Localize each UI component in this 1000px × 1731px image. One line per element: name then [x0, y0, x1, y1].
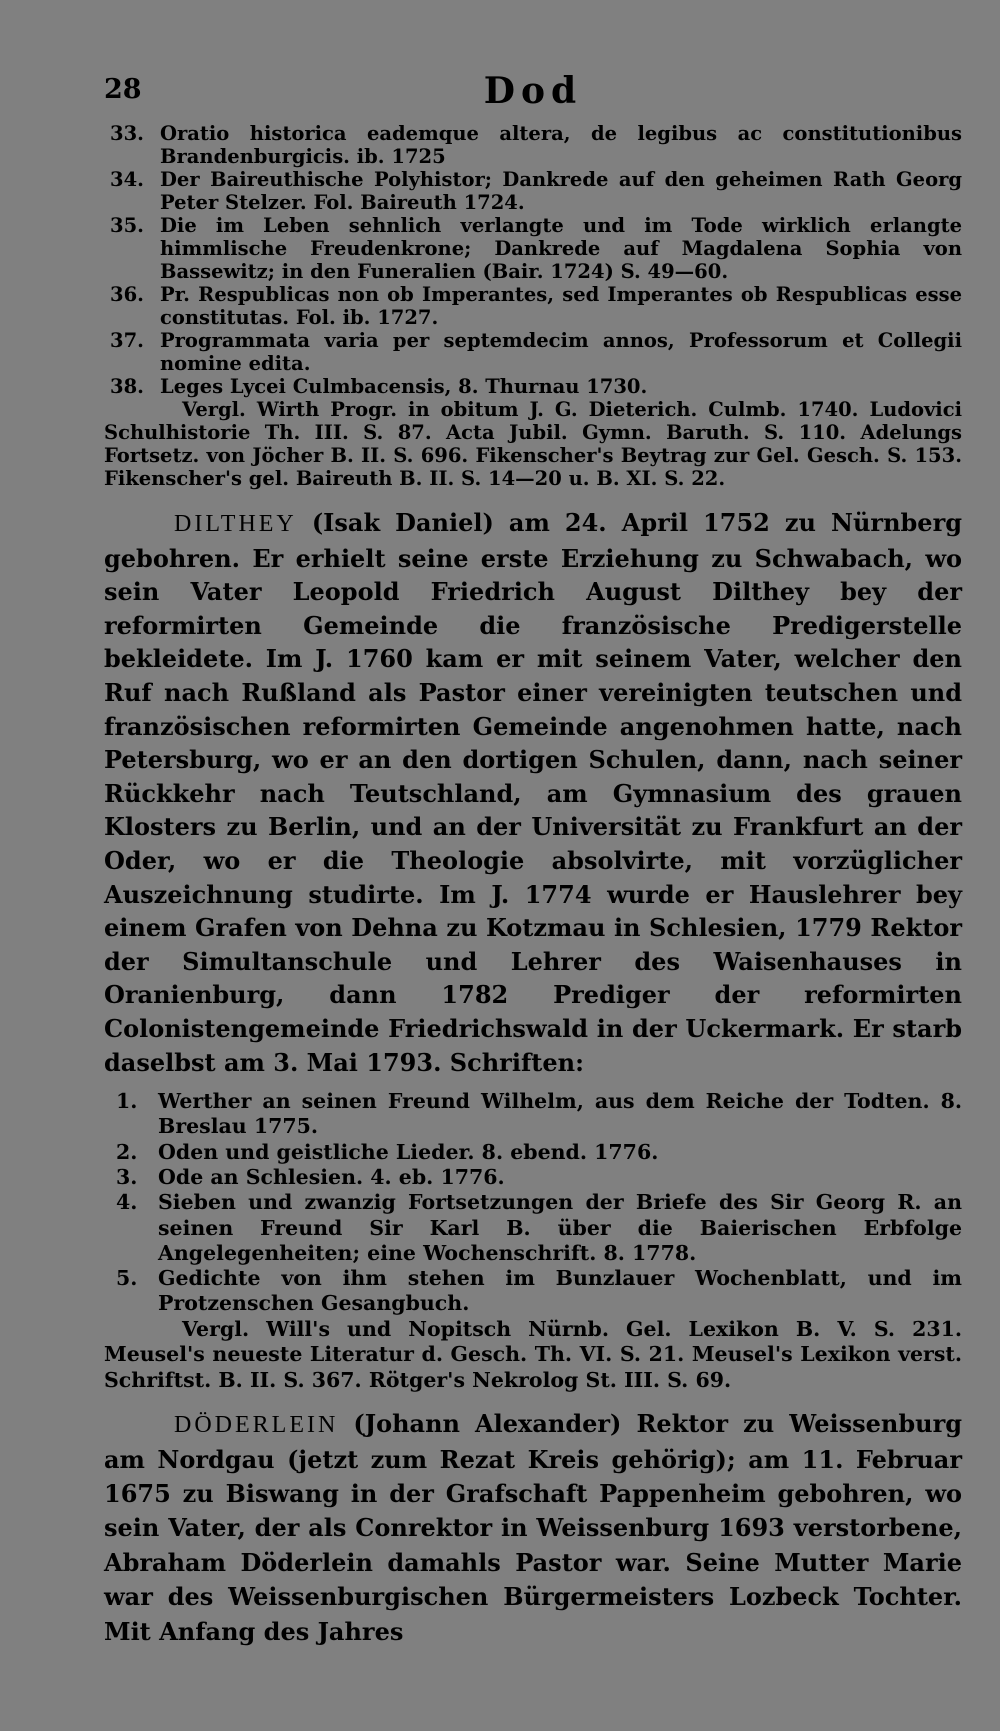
- list-item: [104, 1140, 962, 1165]
- page-number: 28: [104, 74, 142, 105]
- item-text: Die im Leben sehnlich verlangte und im Tode wirklich erlangte himmlische Freudenkrone; Dankrede auf Magdalena Sophia von Bassewitz; in den Funeralien (Bair. 1724) S. 49—60.: [160, 214, 962, 283]
- item-text: Werther an seinen Freund Wilhelm, aus dem Reiche der Todten. 8. Breslau 1775.: [158, 1089, 962, 1139]
- item-text: Gedichte von ihm stehen im Bunzlauer Wochenblatt, und im Protzenschen Gesangbuch.: [158, 1266, 962, 1316]
- list-item: [104, 1165, 962, 1190]
- list-item: [104, 1266, 962, 1317]
- item-number: 5.: [116, 1266, 138, 1291]
- list-item: [104, 375, 962, 398]
- page-header: [104, 70, 962, 116]
- reference-list: [104, 122, 962, 398]
- item-number: 1.: [116, 1089, 138, 1114]
- list-item: [104, 283, 962, 329]
- item-number: 34.: [110, 168, 144, 191]
- entry-text: (Isak Daniel) am 24. April 1752 zu Nürnberg gebohren. Er erhielt seine erste Erziehung zu Schwabach, wo sein Vater Leopold Friedrich August Dilthey bey der reformirten Gemeinde die französische Predigerstelle bekleidete. Im J. 1760 kam er mit seinem Vater, welcher den Ruf nach Rußland als Pastor einer vereinigten teutschen und französischen reformirten Gemeinde angenohmen hatte, nach Petersburg, wo er an den dortigen Schulen, dann, nach seiner Rückkehr nach Teutschland, am Gymnasium des grauen Klosters zu Berlin, und an der Universität zu Frankfurt an der Oder, wo er die Theologie absolvirte, mit vorzüglicher Auszeichnung studirte. Im J. 1774 wurde er Hauslehrer bey einem Grafen von Dehna zu Kotzmau in Schlesien, 1779 Rektor der Simultanschule und Lehrer des Waisenhauses in Oranienburg, dann 1782 Prediger der reformirten Colonistengemeinde Friedrichswald in der Uckermark. Er starb daselbst am 3. Mai 1793.: [104, 508, 962, 1077]
- item-text: Oden und geistliche Lieder. 8. ebend. 1776.: [158, 1139, 659, 1164]
- biography-entry-dilthey: [104, 506, 962, 1079]
- list-item: [104, 122, 962, 168]
- list-item: [104, 329, 962, 375]
- item-number: 33.: [110, 122, 144, 145]
- entry-name: DÖDERLEIN: [174, 1412, 339, 1439]
- item-number: 3.: [116, 1164, 138, 1189]
- item-number: 35.: [110, 214, 144, 237]
- item-number: 37.: [110, 329, 144, 352]
- list-item: [104, 168, 962, 214]
- item-number: 4.: [116, 1190, 138, 1215]
- works-list: [104, 1089, 962, 1317]
- entry-text: (Johann Alexander) Rektor zu Weissenburg am Nordgau (jetzt zum Rezat Kreis gehörig); am 11. Februar 1675 zu Biswang in der Grafschaft Pappenheim gebohren, wo sein Vater, der als Conrektor in Weissenburg 1693 verstorbene, Abraham Döderlein damahls Pastor war. Seine Mutter Marie war des Weissenburgischen Bürgermeisters Lozbeck Tochter. Mit Anfang des Jahres: [104, 1409, 962, 1646]
- list-item: [104, 1190, 962, 1266]
- item-text: Leges Lycei Culmbacensis, 8. Thurnau 1730.: [160, 375, 648, 398]
- entry-name: DILTHEY: [174, 511, 297, 537]
- item-number: 38.: [110, 375, 144, 398]
- item-text: Oratio historica eademque altera, de legibus ac constitutionibus Brandenburgicis. ib. 1725: [160, 122, 962, 168]
- item-text: Der Baireuthische Polyhistor; Dankrede auf den geheimen Rath Georg Peter Stelzer. Fol. Baireuth 1724.: [160, 168, 962, 214]
- item-number: 2.: [116, 1139, 138, 1164]
- see-also-note: Vergl. Will's und Nopitsch Nürnb. Gel. Lexikon B. V. S. 231. Meusel's neueste Literatur d. Gesch. Th. VI. S. 21. Meusel's Lexikon verst. Schriftst. B. II. S. 367. Rötger's Nekrolog St. III. S. 69.: [104, 1316, 962, 1392]
- item-text: Ode an Schlesien. 4. eb. 1776.: [158, 1164, 505, 1189]
- list-item: [104, 1089, 962, 1140]
- list-item: [104, 214, 962, 283]
- item-number: 36.: [110, 283, 144, 306]
- works-heading: Schriften:: [449, 1047, 584, 1077]
- biography-entry-doederlein: [104, 1407, 962, 1649]
- item-text: Programmata varia per septemdecim annos, Professorum et Collegii nomine edita.: [160, 329, 962, 375]
- item-text: Pr. Respublicas non ob Imperantes, sed Imperantes ob Respublicas esse constitutas. Fol. ib. 1727.: [160, 283, 962, 329]
- running-head: Dod: [483, 70, 583, 112]
- item-text: Sieben und zwanzig Fortsetzungen der Briefe des Sir Georg R. an seinen Freund Sir Karl B. über die Baierischen Erbfolge Angelegenheiten; eine Wochenschrift. 8. 1778.: [158, 1190, 962, 1265]
- see-also-note: Vergl. Wirth Progr. in obitum J. G. Dieterich. Culmb. 1740. Ludovici Schulhistorie Th. III. S. 87. Acta Jubil. Gymn. Baruth. S. 110. Adelungs Fortsetz. von Jöcher B. II. S. 696. Fikenscher's Beytrag zur Gel. Gesch. S. 153. Fikenscher's gel. Baireuth B. II. S. 14—20 u. B. XI. S. 22.: [104, 398, 962, 490]
